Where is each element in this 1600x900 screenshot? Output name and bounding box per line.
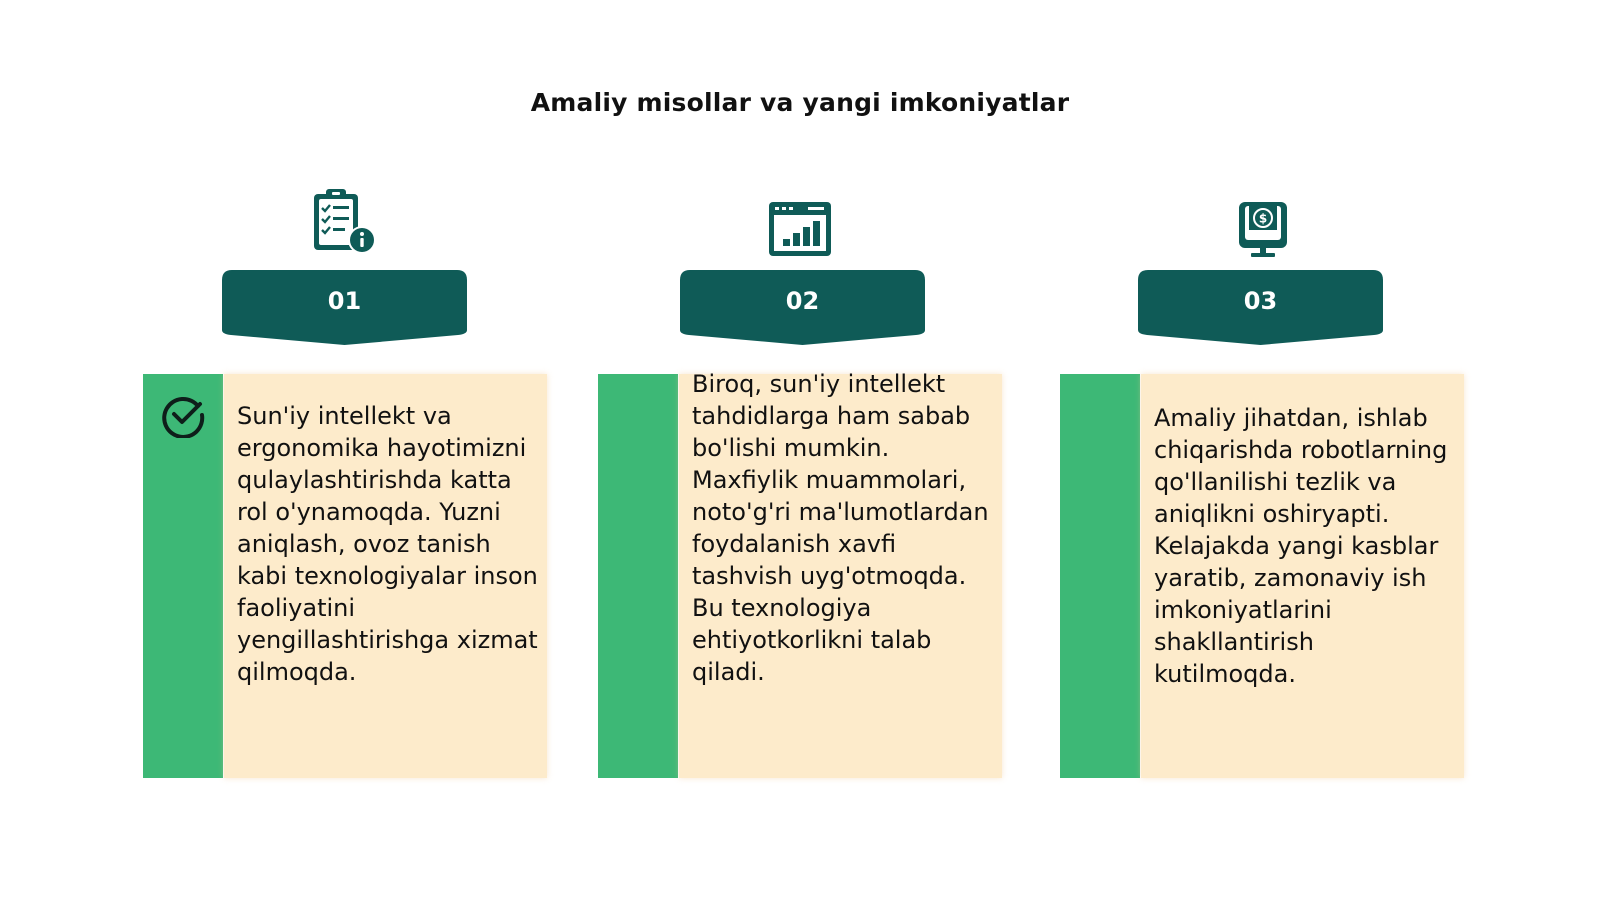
card-text: Amaliy jihatdan, ishlab chiqarishda robotlarning qo'llanilishi tezlik va aniqlikni oshiryapti. Kelajakda yangi kasblar yaratib, zamonaviy ish imkoniyatlarini shakllantirish kutilmoqda. (1154, 404, 1448, 688)
info-card-01 (143, 374, 547, 778)
browser-chart-icon (768, 201, 832, 257)
clipboard-checklist-info-icon (312, 188, 378, 256)
page-title: Amaliy misollar va yangi imkoniyatlar (530, 88, 1070, 117)
card-body (679, 370, 1002, 778)
svg-text:$: $ (1258, 211, 1268, 226)
check-circle-icon (161, 392, 207, 438)
card-body (1141, 374, 1464, 778)
card-accent-strip (598, 374, 678, 778)
card-body (224, 374, 547, 778)
card-accent-strip (143, 374, 223, 778)
card-text: Biroq, sun'iy intellekt tahdidlarga ham sabab bo'lishi mumkin. Maxfiylik muammolari, noto'g'ri ma'lumotlardan foydalanish xavfi tashvish uyg'otmoqda. Bu texnologiya ehtiyotkorlikni talab qiladi. (692, 370, 989, 686)
info-card-02 (598, 370, 1002, 778)
card-accent-strip (1060, 374, 1140, 778)
step-number: 01 (327, 287, 362, 315)
card-text: Sun'iy intellekt va ergonomika hayotimizni qulaylashtirishda katta rol o'ynamoqda. Yuzni aniqlash, ovoz tanish kabi texnologiyalar inson faoliyatini yengillashtirishga xizmat qilmoqda. (237, 402, 538, 686)
step-tab-01 (222, 270, 467, 346)
info-card-03 (1060, 374, 1464, 778)
step-tab-02 (680, 270, 925, 346)
step-tab-03 (1138, 270, 1383, 346)
step-number: 02 (785, 287, 820, 315)
step-number: 03 (1243, 287, 1278, 315)
monitor-dollar-icon (1237, 200, 1289, 258)
